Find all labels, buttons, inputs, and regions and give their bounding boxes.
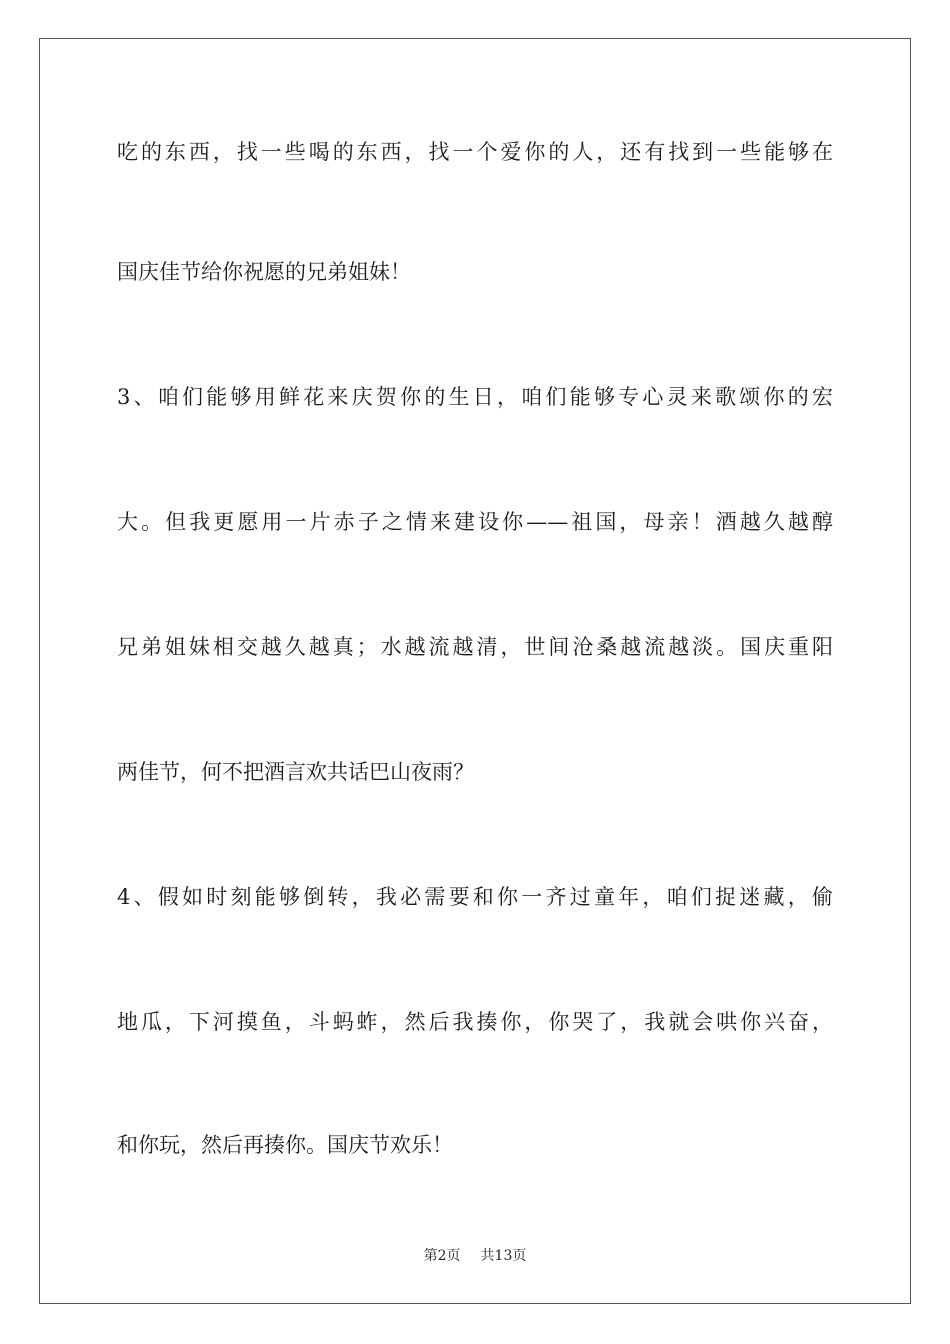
text-line-7: 4、假如时刻能够倒转，我必需要和你一齐过童年，咱们捉迷藏，偷 [117,885,833,909]
text-line-4: 大。但我更愿用一片赤子之情来建设你——祖国，母亲！酒越久越醇 [117,510,833,534]
page-footer [0,1246,950,1266]
page-frame [39,38,911,1304]
text-line-3: 3、咱们能够用鲜花来庆贺你的生日，咱们能够专心灵来歌颂你的宏 [117,385,833,409]
text-line-9: 和你玩，然后再揍你。国庆节欢乐！ [117,1133,453,1157]
page-number: 第2页 [423,1248,461,1264]
text-line-8: 地瓜，下河摸鱼，斗蚂蚱，然后我揍你，你哭了，我就会哄你兴奋， [117,1010,833,1034]
text-line-2: 国庆佳节给你祝愿的兄弟姐妹！ [117,260,411,284]
page-total: 共13页 [480,1248,527,1264]
text-line-5: 兄弟姐妹相交越久越真；水越流越清，世间沧桑越流越淡。国庆重阳 [117,635,833,659]
text-line-1: 吃的东西，找一些喝的东西，找一个爱你的人，还有找到一些能够在 [117,140,833,164]
text-line-6: 两佳节，何不把酒言欢共话巴山夜雨？ [117,760,474,784]
